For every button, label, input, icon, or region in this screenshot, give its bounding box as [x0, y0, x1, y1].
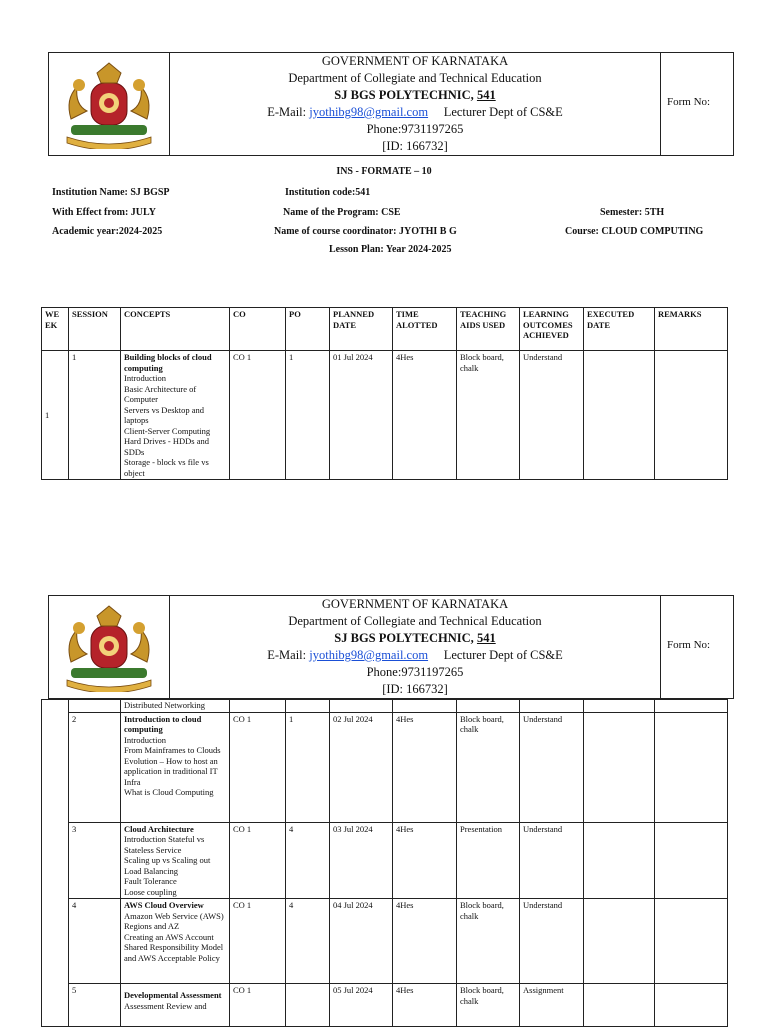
letterhead-text [169, 596, 661, 698]
header-learning-outcomes: LEARNING OUTCOMES ACHIEVED [520, 308, 584, 351]
time-cell [393, 700, 457, 713]
karnataka-emblem-icon [57, 602, 161, 692]
planned-date-cell: 01 Jul 2024 [330, 351, 393, 480]
concept-line: Basic Architecture of Computer [124, 383, 197, 404]
concept-line: Introduction [124, 373, 167, 383]
session-cell: 3 [69, 822, 121, 899]
institution-title: SJ BGS POLYTECHNIC, 541 [334, 88, 496, 102]
concept-continuation: Distributed Networking [121, 700, 230, 713]
concept-line: Scaling up vs Scaling out [124, 855, 211, 865]
table-row [42, 351, 728, 480]
table-header-row [42, 308, 728, 351]
concept-title: Cloud Architecture [124, 823, 194, 834]
table-row [42, 984, 728, 1027]
session-cell: 5 [69, 984, 121, 1027]
concept-line: Assessment Review and [124, 1000, 207, 1011]
aids-cell: Block board, chalk [457, 984, 520, 1027]
concepts-cell [121, 712, 230, 822]
executed-cell [584, 984, 655, 1027]
aids-cell: Block board, chalk [457, 712, 520, 822]
remarks-cell [655, 712, 728, 822]
form-no-cell [660, 53, 733, 155]
email-link[interactable]: jyothibg98@gmail.com [309, 105, 429, 119]
outcome-cell: Understand [520, 351, 584, 480]
outcome-cell: Assignment [520, 984, 584, 1027]
executed-cell [584, 712, 655, 822]
phone: Phone:9731197265 [366, 665, 464, 679]
session-cell: 1 [69, 351, 121, 480]
outcome-cell: Understand [520, 712, 584, 822]
header-session: SESSION [69, 308, 121, 351]
outcome-cell: Understand [520, 822, 584, 899]
gov-title: GOVERNMENT OF KARNATAKA [321, 54, 509, 68]
logo-cell [49, 53, 170, 155]
planned-date-cell: 03 Jul 2024 [330, 822, 393, 899]
po-cell: 1 [286, 351, 330, 480]
co-cell [230, 700, 286, 713]
course-name: Course: CLOUD COMPUTING [565, 226, 704, 237]
gov-title: GOVERNMENT OF KARNATAKA [321, 597, 509, 611]
header-time-allotted: TIME ALOTTED [393, 308, 457, 351]
co-cell: CO 1 [230, 351, 286, 480]
concept-title: Developmental Assessment [124, 990, 222, 1000]
session-cell: 2 [69, 712, 121, 822]
time-cell: 4Hes [393, 822, 457, 899]
co-cell: CO 1 [230, 984, 286, 1027]
form-no-cell [660, 596, 733, 698]
form-no-label: Form No: [667, 639, 711, 651]
concepts-cell [121, 984, 230, 1027]
header-executed-date: EXECUTED DATE [584, 308, 655, 351]
lesson-plan-year: Lesson Plan: Year 2024-2025 [329, 244, 452, 255]
concept-line: Client-Server Computing [124, 425, 211, 436]
co-cell: CO 1 [230, 712, 286, 822]
id-label: [ID: 166732] [382, 139, 448, 153]
time-cell: 4Hes [393, 712, 457, 822]
remarks-cell [655, 700, 728, 713]
executed-cell [584, 822, 655, 899]
aids-cell [457, 700, 520, 713]
concept-line: Creating an AWS Account [124, 931, 214, 942]
concepts-cell [121, 822, 230, 899]
po-cell [286, 984, 330, 1027]
time-cell: 4Hes [393, 351, 457, 480]
program-name: Name of the Program: CSE [283, 207, 401, 218]
email-link[interactable]: jyothibg98@gmail.com [309, 648, 429, 662]
letterhead-text [169, 53, 661, 155]
executed-cell [584, 351, 655, 480]
header-concepts: CONCEPTS [121, 308, 230, 351]
header-co: CO [230, 308, 286, 351]
co-cell: CO 1 [230, 822, 286, 899]
concept-line: From Mainframes to Clouds Evolution – How to host an application in traditional IT Infra [124, 745, 221, 787]
letterhead-page2 [48, 595, 734, 699]
remarks-cell [655, 984, 728, 1027]
remarks-cell [655, 899, 728, 984]
po-cell: 4 [286, 822, 330, 899]
institution-code: Institution code:541 [285, 187, 371, 198]
header-planned-date: PLANNED DATE [330, 308, 393, 351]
department-title: Department of Collegiate and Technical Education [288, 614, 542, 628]
header-week: WE EK [42, 308, 69, 351]
aids-cell: Block board, chalk [457, 351, 520, 480]
planned-date-cell [330, 700, 393, 713]
aids-cell: Block board, chalk [457, 899, 520, 984]
concept-title: Building blocks of cloud computing [124, 352, 212, 373]
executed-cell [584, 899, 655, 984]
executed-cell [584, 700, 655, 713]
concept-line: Storage - block vs file vs object [124, 457, 209, 478]
lesson-plan-table-page2 [41, 699, 728, 1027]
outcome-cell: Understand [520, 899, 584, 984]
logo-cell [49, 596, 170, 698]
concept-line: Fault Tolerance [124, 876, 177, 886]
phone: Phone:9731197265 [366, 122, 464, 136]
outcome-cell [520, 700, 584, 713]
table-row [42, 700, 728, 713]
concept-line: Introduction [124, 734, 167, 745]
week-cell: 1 [42, 351, 69, 480]
concept-title: Introduction to cloud computing [124, 713, 202, 734]
session-cell [69, 700, 121, 713]
co-cell: CO 1 [230, 899, 286, 984]
po-cell: 1 [286, 712, 330, 822]
planned-date-cell: 04 Jul 2024 [330, 899, 393, 984]
header-teaching-aids: TEACHING AIDS USED [457, 308, 520, 351]
letterhead-page1 [48, 52, 734, 156]
concept-line: Regions and AZ [124, 921, 180, 931]
form-no-label: Form No: [667, 96, 711, 108]
table-row [42, 712, 728, 822]
concept-line: Shared Responsibility Model and AWS Acceptable Policy [124, 942, 224, 963]
table-row [42, 822, 728, 899]
karnataka-emblem-icon [57, 59, 161, 149]
concept-line: What is Cloud Computing [124, 787, 214, 797]
time-cell: 4Hes [393, 984, 457, 1027]
concept-line: Introduction Stateful vs Stateless Service [124, 834, 205, 855]
concept-line: Servers vs Desktop and laptops [124, 404, 205, 425]
lesson-plan-table-page1 [41, 307, 728, 480]
concept-line: Load Balancing [124, 865, 179, 876]
header-remarks: REMARKS [655, 308, 728, 351]
remarks-cell [655, 351, 728, 480]
week-cell [42, 700, 69, 1027]
header-po: PO [286, 308, 330, 351]
format-title: INS - FORMATE – 10 [336, 166, 432, 177]
institution-title: SJ BGS POLYTECHNIC, 541 [334, 631, 496, 645]
planned-date-cell: 05 Jul 2024 [330, 984, 393, 1027]
table-row [42, 899, 728, 984]
contact-line: E-Mail: jyothibg98@gmail.com Lecturer Dept of CS&E [267, 105, 563, 119]
concepts-cell [121, 351, 230, 480]
concept-line: Loose coupling [124, 886, 177, 897]
course-coordinator: Name of course coordinator: JYOTHI B G [274, 226, 457, 237]
concept-line: Amazon Web Service (AWS) [124, 910, 224, 921]
semester: Semester: 5TH [600, 207, 665, 218]
session-cell: 4 [69, 899, 121, 984]
id-label: [ID: 166732] [382, 682, 448, 696]
concept-line: Hard Drives - HDDs and SDDs [124, 436, 209, 457]
institution-name: Institution Name: SJ BGSP [52, 187, 170, 198]
contact-line: E-Mail: jyothibg98@gmail.com Lecturer Dept of CS&E [267, 648, 563, 662]
remarks-cell [655, 822, 728, 899]
time-cell: 4Hes [393, 899, 457, 984]
effect-from: With Effect from: JULY [52, 207, 156, 218]
po-cell [286, 700, 330, 713]
concept-title: AWS Cloud Overview [124, 900, 204, 910]
po-cell: 4 [286, 899, 330, 984]
concepts-cell [121, 899, 230, 984]
aids-cell: Presentation [457, 822, 520, 899]
academic-year: Academic year:2024-2025 [52, 226, 163, 237]
department-title: Department of Collegiate and Technical Education [288, 71, 542, 85]
planned-date-cell: 02 Jul 2024 [330, 712, 393, 822]
